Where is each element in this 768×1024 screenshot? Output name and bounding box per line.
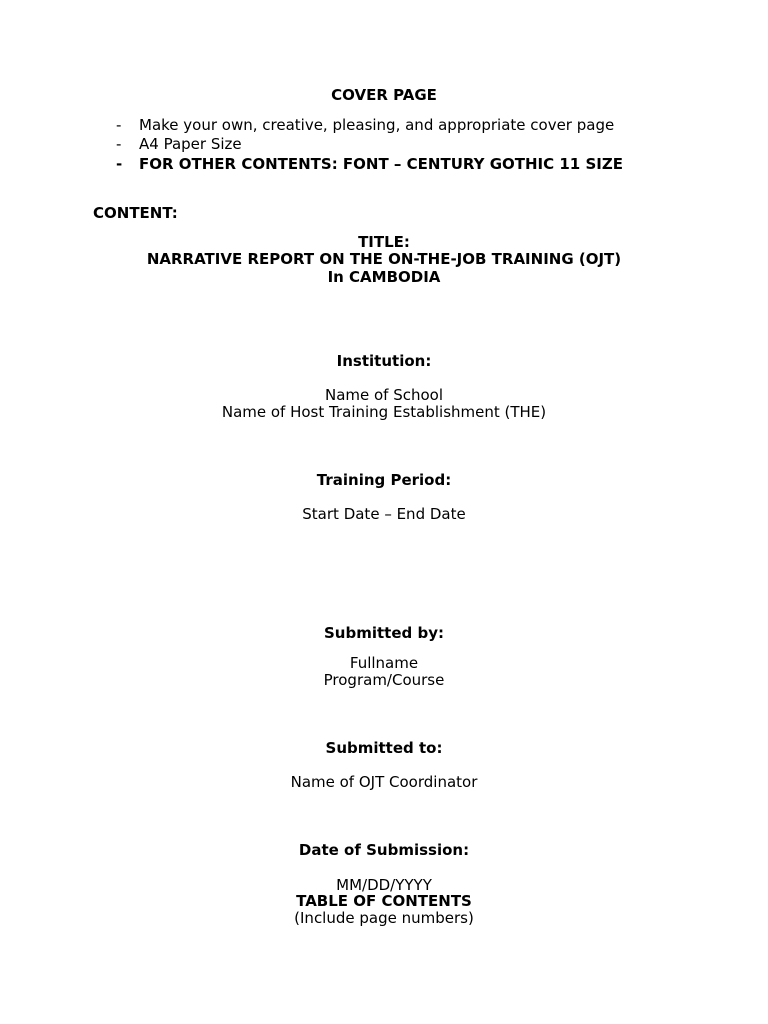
cover-page-heading: COVER PAGE xyxy=(331,86,437,104)
submitter-name: Fullname xyxy=(349,654,419,672)
institution-label: Institution: xyxy=(336,352,432,370)
submitted-by-label: Submitted by: xyxy=(324,624,444,642)
report-title: NARRATIVE REPORT ON THE ON-THE-JOB TRAINING (OJT) xyxy=(146,250,622,268)
bullet-marker: - xyxy=(116,116,122,134)
report-location: In CAMBODIA xyxy=(327,268,441,286)
title-label: TITLE: xyxy=(358,233,410,251)
submitter-program: Program/Course xyxy=(323,671,445,689)
training-period-value: Start Date – End Date xyxy=(302,505,466,523)
coordinator-name: Name of OJT Coordinator xyxy=(290,773,478,791)
host-establishment: Name of Host Training Establishment (THE) xyxy=(221,403,547,421)
toc-heading: TABLE OF CONTENTS xyxy=(296,892,472,910)
toc-note: (Include page numbers) xyxy=(294,909,474,927)
submitted-to-label: Submitted to: xyxy=(325,739,443,757)
school-name: Name of School xyxy=(324,386,444,404)
training-period-label: Training Period: xyxy=(316,471,452,489)
submission-date: MM/DD/YYYY xyxy=(336,876,432,894)
date-of-submission-label: Date of Submission: xyxy=(298,841,470,859)
bullet-marker: - xyxy=(116,135,122,153)
bullet-text: Make your own, creative, pleasing, and appropriate cover page xyxy=(139,116,615,134)
content-label: CONTENT: xyxy=(93,204,178,222)
bullet-text: FOR OTHER CONTENTS: FONT – CENTURY GOTHIC 11 SIZE xyxy=(139,155,623,173)
bullet-marker: - xyxy=(116,155,123,173)
bullet-text: A4 Paper Size xyxy=(139,135,242,153)
